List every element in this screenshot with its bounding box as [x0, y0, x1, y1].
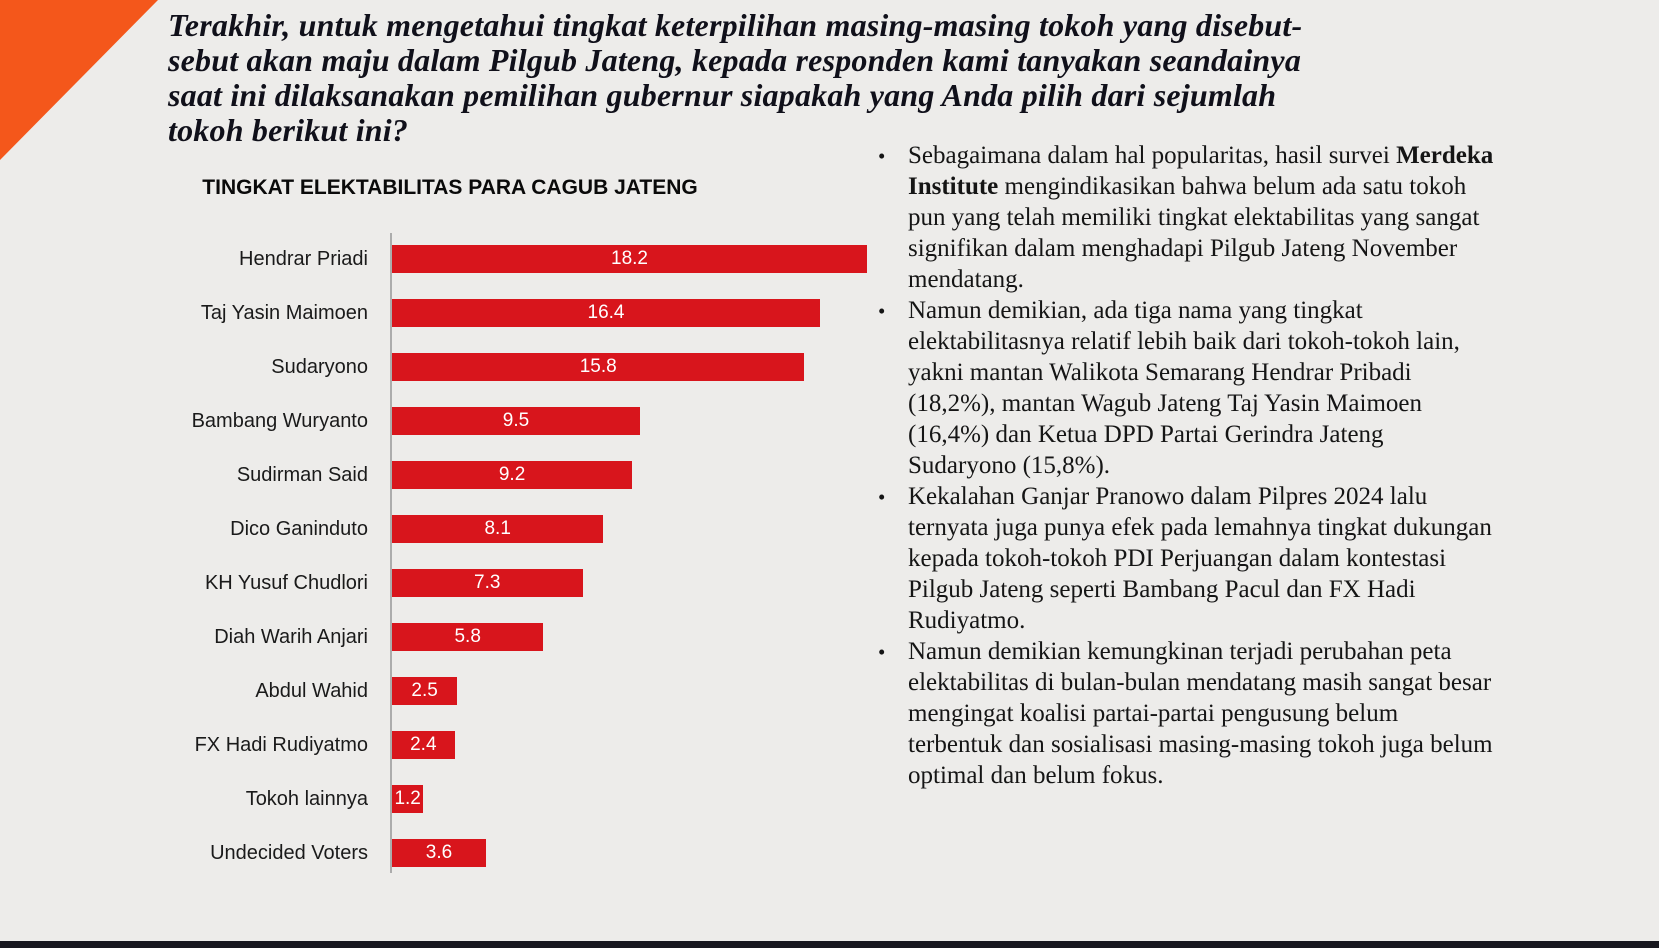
category-label: Diah Warih Anjari [214, 625, 368, 648]
bar-track [392, 461, 914, 489]
bar-value-label: 16.4 [587, 302, 625, 323]
bar-track [392, 569, 914, 597]
bar [392, 785, 423, 813]
question-line-1: Terakhir, untuk mengetahui tingkat keterpilihan masing-masing tokoh yang disebut- [168, 7, 1303, 43]
bullet-text: Namun demikian, ada tiga nama yang tingkat elektabilitasnya relatif lebih baik dari tokoh-tokoh lain, yakni mantan Walikota Semarang Hendrar Pribadi (18,2%), mantan Wagub Jateng Taj Yasin Maimoen (16,4%) dan Ketua DPD Partai Gerindra Jateng Sudaryono (15,8%). [908, 297, 1460, 479]
chart-bar-row [150, 502, 914, 556]
bar [392, 677, 457, 705]
analysis-bullet-list [878, 140, 1496, 791]
bar [392, 569, 583, 597]
bar [392, 461, 632, 489]
category-label: Sudirman Said [236, 463, 368, 486]
chart-bar-row [150, 718, 914, 772]
bar-value-label: 18.2 [611, 248, 648, 269]
question-line-2: sebut akan maju dalam Pilgub Jateng, kepada responden kami tanyakan seandainya [168, 42, 1302, 78]
bar-track [392, 353, 914, 381]
chart-bar-row [150, 610, 914, 664]
electability-bar-chart [150, 232, 914, 880]
bar [392, 623, 543, 651]
chart-bar-row [150, 826, 914, 880]
bar [392, 407, 640, 435]
question-line-4: tokoh berikut ini? [168, 112, 409, 148]
bullet-item [878, 140, 1496, 295]
question-line-3: saat ini dilaksanakan pemilihan gubernur siapakah yang Anda pilih dari sejumlah [168, 77, 1277, 113]
bar-track [392, 677, 914, 705]
chart-bar-row [150, 340, 914, 394]
category-label: Hendrar Priadi [239, 247, 368, 270]
bar [392, 353, 804, 381]
bar-value-label: 2.5 [411, 680, 438, 701]
bullet-text: Namun demikian kemungkinan terjadi perubahan peta elektabilitas di bulan-bulan mendatang masih sangat besar mengingat koalisi partai-partai pengusung belum terbentuk dan sosialisasi masing-masing tokoh juga belum optimal dan belum fokus. [908, 638, 1493, 789]
bar-value-label: 9.2 [498, 464, 526, 485]
chart-bar-row [150, 394, 914, 448]
category-label: Tokoh lainnya [245, 787, 368, 810]
bar [392, 245, 867, 273]
chart-bar-row [150, 448, 914, 502]
corner-accent-triangle [0, 0, 158, 160]
bar-track [392, 515, 914, 543]
category-label: Bambang Wuryanto [191, 409, 368, 432]
bar-track [392, 785, 914, 813]
bullet-dot-icon: • [878, 299, 886, 323]
bar [392, 839, 486, 867]
bar [392, 299, 820, 327]
chart-bar-row [150, 232, 914, 286]
category-label: KH Yusuf Chudlori [204, 571, 368, 594]
category-label: Undecided Voters [210, 841, 368, 864]
bar [392, 731, 455, 759]
category-label: Abdul Wahid [255, 679, 368, 702]
bullet-item [878, 636, 1496, 791]
category-label: Dico Ganinduto [230, 517, 368, 540]
bar-value-label: 7.3 [474, 572, 501, 593]
bar-value-label: 15.8 [579, 356, 617, 377]
bar-value-label: 2.4 [410, 734, 437, 755]
bar-value-label: 8.1 [484, 518, 511, 539]
bar-track [392, 299, 914, 327]
bar-value-label: 3.6 [425, 842, 453, 863]
bullet-text: Kekalahan Ganjar Pranowo dalam Pilpres 2024 lalu ternyata juga punya efek pada lemahnya tingkat dukungan kepada tokoh-tokoh PDI Perjuangan dalam kontestasi Pilgub Jateng seperti Bambang Pacul dan FX Hadi Rudiyatmo. [908, 483, 1492, 634]
question-title [168, 8, 1568, 148]
chart-title: TINGKAT ELEKTABILITAS PARA CAGUB JATENG [202, 176, 698, 199]
bullet-dot-icon: • [878, 485, 886, 509]
bar-track [392, 407, 914, 435]
bullet-text: Sebagaimana dalam hal popularitas, hasil survei Merdeka Institute mengindikasikan bahwa belum ada satu tokoh pun yang telah memiliki tingkat elektabilitas yang sangat signifikan dalam menghadapi Pilgub Jateng November mendatang. [908, 142, 1494, 293]
category-label: Taj Yasin Maimoen [200, 301, 368, 324]
bar-value-label: 5.8 [454, 626, 481, 647]
chart-bar-row [150, 556, 914, 610]
bullet-dot-icon: • [878, 640, 886, 664]
footer-bar [0, 941, 1659, 948]
bar-track [392, 245, 914, 273]
bar-value-label: 9.5 [502, 410, 530, 431]
bullet-dot-icon: • [878, 144, 886, 168]
bullet-item [878, 295, 1496, 481]
bar-track [392, 731, 914, 759]
chart-y-axis-line [390, 233, 392, 873]
bar-track [392, 839, 914, 867]
chart-bar-row [150, 664, 914, 718]
bar [392, 515, 603, 543]
category-label: FX Hadi Rudiyatmo [194, 733, 368, 756]
bar-track [392, 623, 914, 651]
chart-bar-row [150, 772, 914, 826]
bullet-item [878, 481, 1496, 636]
chart-bar-row [150, 286, 914, 340]
category-label: Sudaryono [271, 355, 368, 378]
bar-value-label: 1.2 [394, 788, 421, 809]
